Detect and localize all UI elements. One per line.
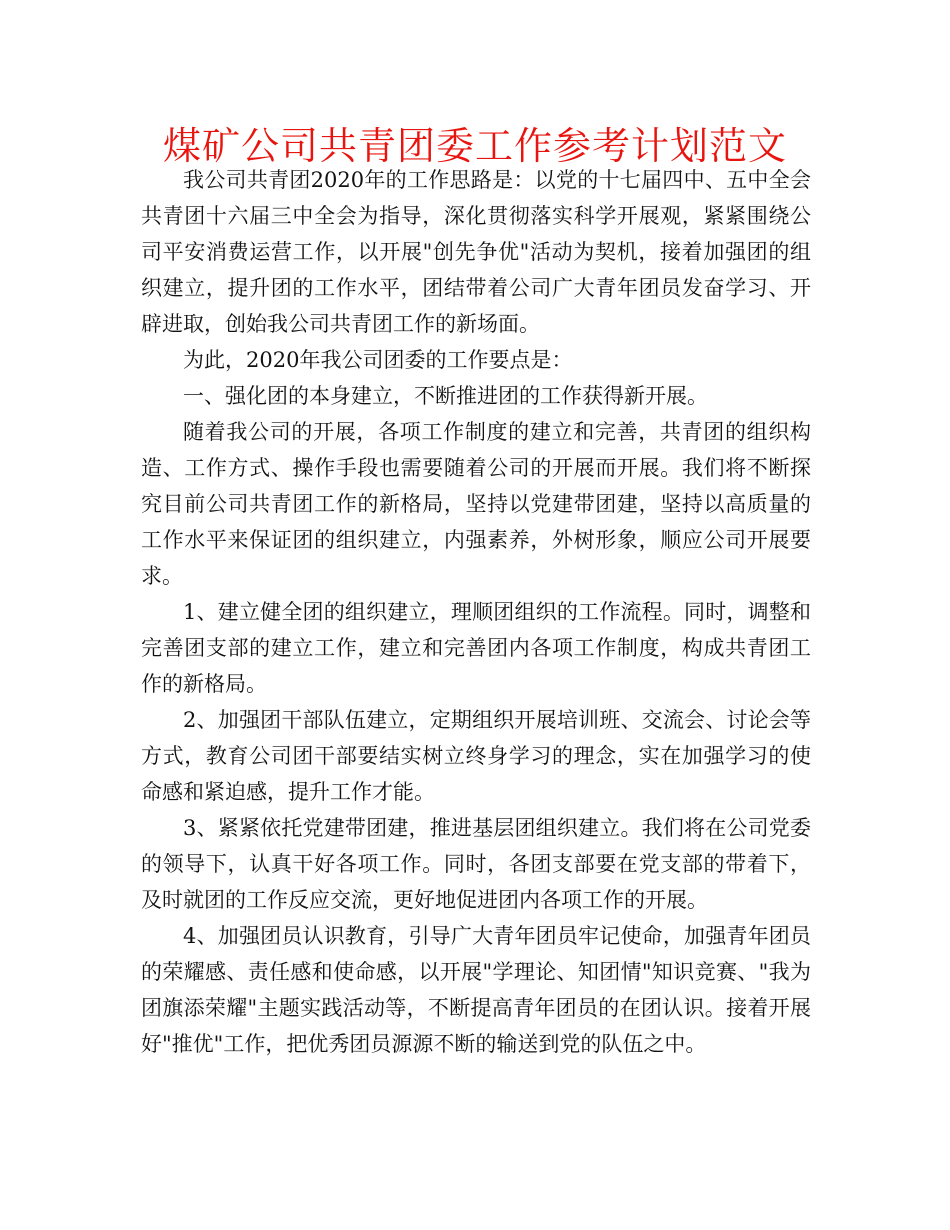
document-title: 煤矿公司共青团委工作参考计划范文 bbox=[162, 124, 787, 168]
section-heading-1: 一、强化团的本身建立，不断推进团的工作获得新开展。 bbox=[183, 384, 708, 408]
paragraph-work-points-intro: 为此，2020年我公司团委的工作要点是： bbox=[183, 348, 573, 372]
list-item-4: 4、加强团员认识教育，引导广大青年团员牢记使命，加强青年团员的荣耀感、责任感和使命感，以开展"学理论、知团情"知识竞赛、"我为团旗添荣耀"主题实践活动等，不断提高青年团员的在团认识。接着开展好"推优"工作，把优秀团员源源不断的输送到党的队伍之中。 bbox=[141, 924, 811, 1056]
paragraph-development: 随着我公司的开展，各项工作制度的建立和完善，共青团的组织构造、工作方式、操作手段也需要随着公司的开展而开展。我们将不断探究目前公司共青团工作的新格局，坚持以党建带团建，坚持以高质量的工作水平来保证团的组织建立，内强素养，外树形象，顺应公司开展要求。 bbox=[141, 420, 811, 588]
list-item-1: 1、建立健全团的组织建立，理顺团组织的工作流程。同时，调整和完善团支部的建立工作，建立和完善团内各项工作制度，构成共青团工作的新格局。 bbox=[141, 600, 811, 696]
paragraph-work-ideas: 我公司共青团2020年的工作思路是：以党的十七届四中、五中全会共青团十六届三中全会为指导，深化贯彻落实科学开展观，紧紧围绕公司平安消费运营工作，以开展"创先争优"活动为契机，接着加强团的组织建立，提升团的工作水平，团结带着公司广大青年团员发奋学习、开辟进取，创始我公司共青团工作的新场面。 bbox=[141, 168, 811, 336]
document-body bbox=[141, 162, 811, 1062]
list-item-2: 2、加强团干部队伍建立，定期组织开展培训班、交流会、讨论会等方式，教育公司团干部要结实树立终身学习的理念，实在加强学习的使命感和紧迫感，提升工作才能。 bbox=[141, 708, 811, 804]
list-item-3: 3、紧紧依托党建带团建，推进基层团组织建立。我们将在公司党委的领导下，认真干好各项工作。同时，各团支部要在党支部的带着下，及时就团的工作反应交流，更好地促进团内各项工作的开展。 bbox=[141, 816, 811, 912]
